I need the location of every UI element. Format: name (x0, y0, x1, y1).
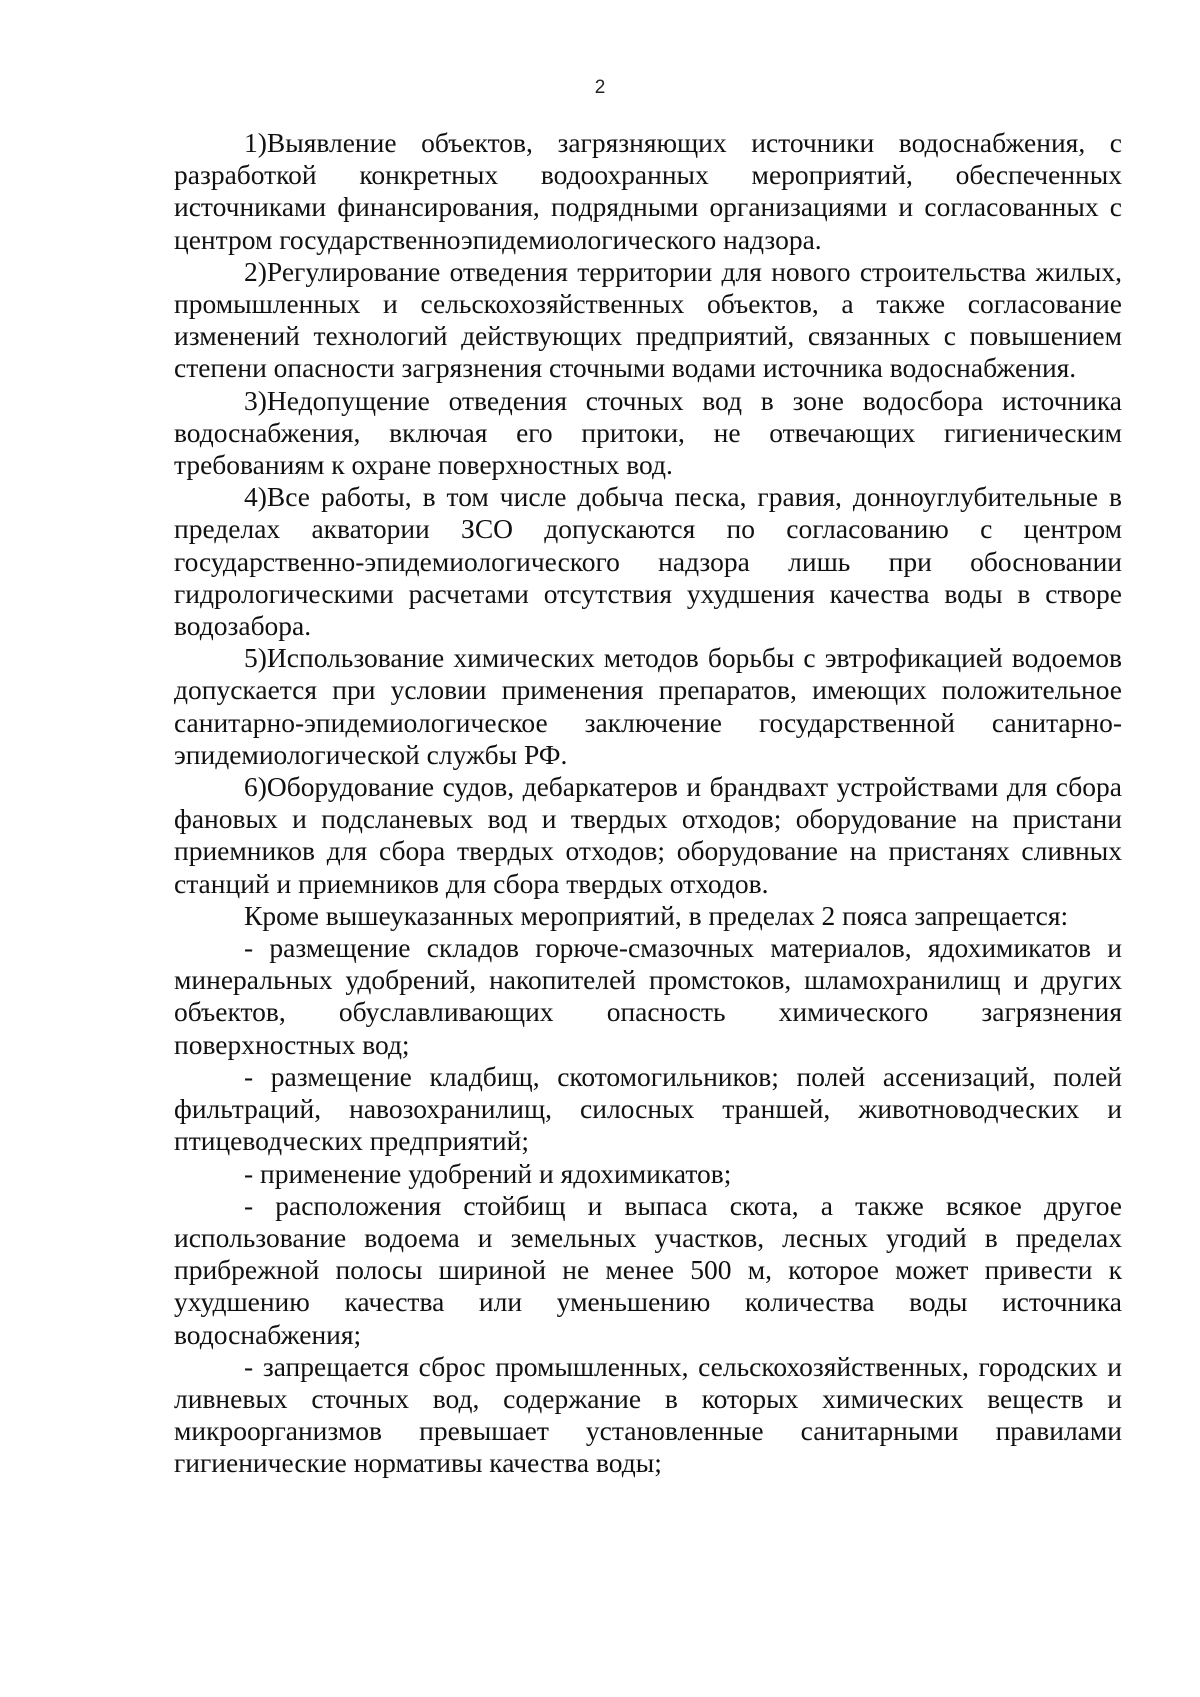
prohibition-item-wastewater-discharge: - запрещается сброс промышленных, сельскохозяйственных, городских и ливневых сточных вод, содержание в которых химических веществ и микроорганизмов превышает установленные санитарными правилами гигиенические нормативы качества воды; (174, 1350, 1122, 1479)
paragraph-6-vessel-equipment: 6)Оборудование судов, дебаркатеров и брандвахт устройствами для сбора фановых и подсланевых вод и твердых отходов; оборудование на пристани приемников для сбора твердых отходов; оборудование на пристанях сливных станций и приемников для сбора твердых отходов. (174, 771, 1122, 899)
paragraph-5-chemical-eutrophication-control: 5)Использование химических методов борьбы с эвтрофикацией водоемов допускается при условии применения препаратов, имеющих положительное санитарно-эпидемиологическое заключение государственной санитарно-эпидемиологической службы РФ. (174, 642, 1122, 770)
paragraph-3-wastewater-discharge-prevention: 3)Недопущение отведения сточных вод в зоне водосбора источника водоснабжения, включая его притоки, не отвечающих гигиеническим требованиям к охране поверхностных вод. (174, 384, 1122, 481)
page-number: 2 (594, 77, 606, 98)
paragraph-zone-2-prohibitions-intro: Кроме вышеуказанных мероприятий, в пределах 2 пояса запрещается: (244, 899, 1069, 931)
prohibition-item-cemeteries: - размещение кладбищ, скотомогильников; полей ассенизаций, полей фильтраций, навозохранилищ, силосных траншей, животноводческих и птицеводческих предприятий; (174, 1060, 1122, 1157)
paragraph-2-land-allocation-regulation: 2)Регулирование отведения территории для нового строительства жилых, промышленных и сельскохозяйственных объектов, а также согласование изменений технологий действующих предприятий, связанных с повышением степени опасности загрязнения сточными водами источника водоснабжения. (174, 255, 1122, 384)
prohibition-item-fertilizers: - применение удобрений и ядохимикатов; (244, 1157, 732, 1189)
document-body (174, 127, 1122, 1480)
paragraph-4-works-in-water-area: 4)Все работы, в том числе добыча песка, гравия, донноуглубительные в пределах акватории ЗСО допускаются по согласованию с центром государственно-эпидемиологического надзора лишь при обосновании гидрологическими расчетами отсутствия ухудшения качества воды в створе водозабора. (174, 481, 1122, 642)
prohibition-item-livestock-grazing: - расположения стойбищ и выпаса скота, а также всякое другое использование водоема и земельных участков, лесных угодий в пределах прибрежной полосы шириной не менее 500 м, которое может привести к ухудшению качества или уменьшению количества воды источника водоснабжения; (174, 1189, 1122, 1350)
paragraph-1-identification-of-polluting-objects: 1)Выявление объектов, загрязняющих источники водоснабжения, с разработкой конкретных водоохранных мероприятий, обеспеченных источниками финансирования, подрядными организациями и согласованных с центром государственноэпидемиологического надзора. (174, 127, 1122, 255)
prohibition-item-fuel-storage: - размещение складов горюче-смазочных материалов, ядохимикатов и минеральных удобрений, накопителей промстоков, шламохранилищ и других объектов, обуславливающих опасность химического загрязнения поверхностных вод; (174, 932, 1122, 1060)
